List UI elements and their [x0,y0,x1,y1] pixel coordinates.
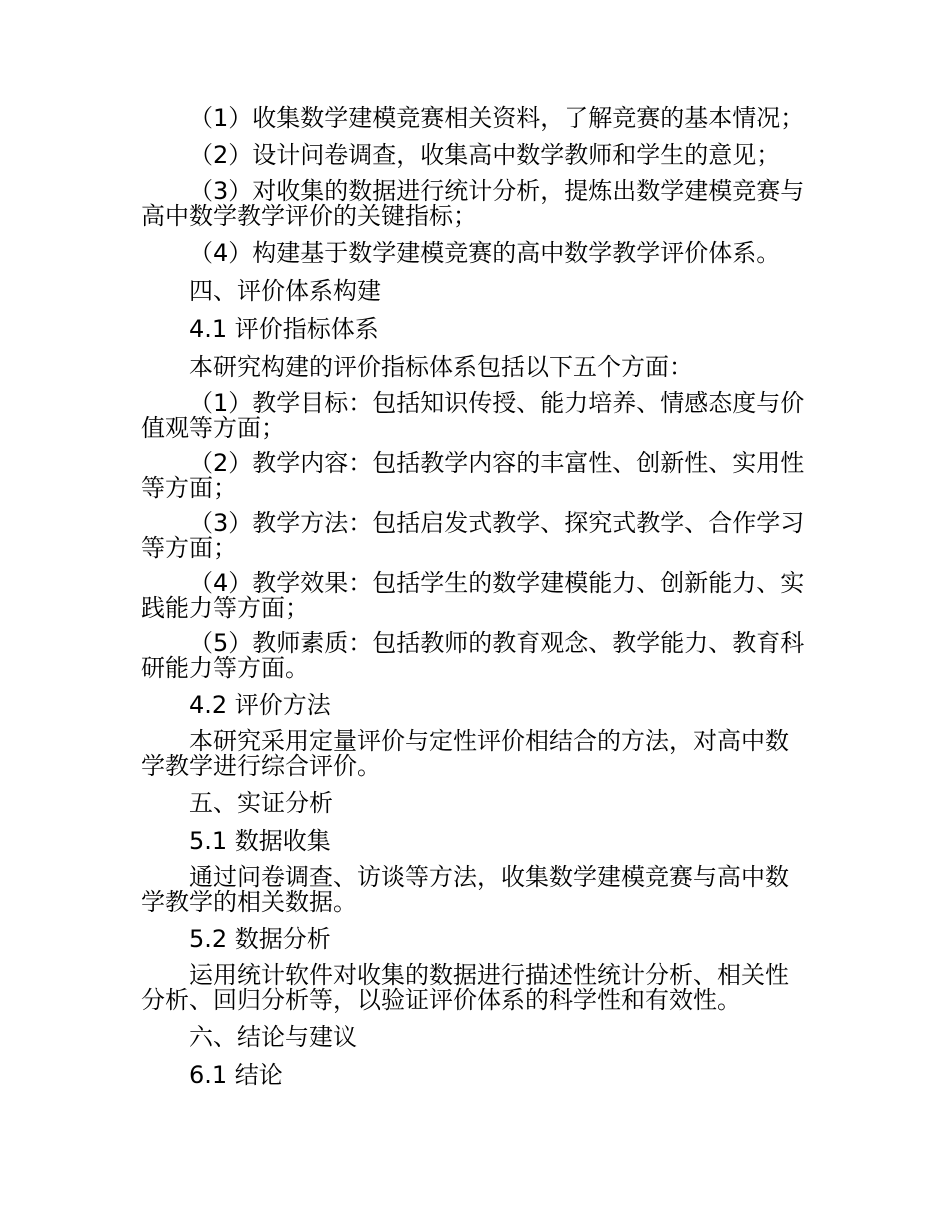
list-item-teaching-goals: （1）教学目标：包括知识传授、能力培养、情感态度与价值观等方面； [141,389,805,442]
document-body [141,106,811,1099]
list-item-teaching-effect: （4）教学效果：包括学生的数学建模能力、创新能力、实践能力等方面； [141,569,805,622]
intro-paragraph-indicators: 本研究构建的评价指标体系包括以下五个方面： [189,353,693,381]
list-item-questionnaire: （2）设计问卷调查，收集高中数学教师和学生的意见； [189,141,781,169]
subsection-heading-4-1: 4.1 评价指标体系 [189,315,379,343]
section-heading-6: 六、结论与建议 [189,1023,357,1051]
list-item-teaching-content: （2）教学内容：包括教学内容的丰富性、创新性、实用性等方面； [141,449,805,502]
subsection-heading-5-1: 5.1 数据收集 [189,827,331,855]
subsection-heading-5-2: 5.2 数据分析 [189,925,331,953]
section-heading-5: 五、实证分析 [189,789,333,817]
subsection-heading-6-1: 6.1 结论 [189,1061,283,1089]
paragraph-data-collection: 通过问卷调查、访谈等方法，收集数学建模竞赛与高中数学教学的相关数据。 [141,863,789,916]
list-item-teacher-quality: （5）教师素质：包括教师的教育观念、教学能力、教育科研能力等方面。 [141,629,805,682]
list-item-teaching-methods: （3）教学方法：包括启发式教学、探究式教学、合作学习等方面； [141,509,805,562]
list-item-collect-materials: （1）收集数学建模竞赛相关资料，了解竞赛的基本情况； [189,104,805,132]
subsection-heading-4-2: 4.2 评价方法 [189,691,331,719]
paragraph-data-analysis: 运用统计软件对收集的数据进行描述性统计分析、相关性分析、回归分析等，以验证评价体系的科学性和有效性。 [141,961,789,1014]
list-item-build-system: （4）构建基于数学建模竞赛的高中数学教学评价体系。 [189,239,781,267]
list-item-statistical-analysis: （3）对收集的数据进行统计分析，提炼出数学建模竞赛与高中数学教学评价的关键指标； [141,177,805,230]
section-heading-4: 四、评价体系构建 [189,277,381,305]
paragraph-evaluation-method: 本研究采用定量评价与定性评价相结合的方法，对高中数学教学进行综合评价。 [141,727,789,780]
